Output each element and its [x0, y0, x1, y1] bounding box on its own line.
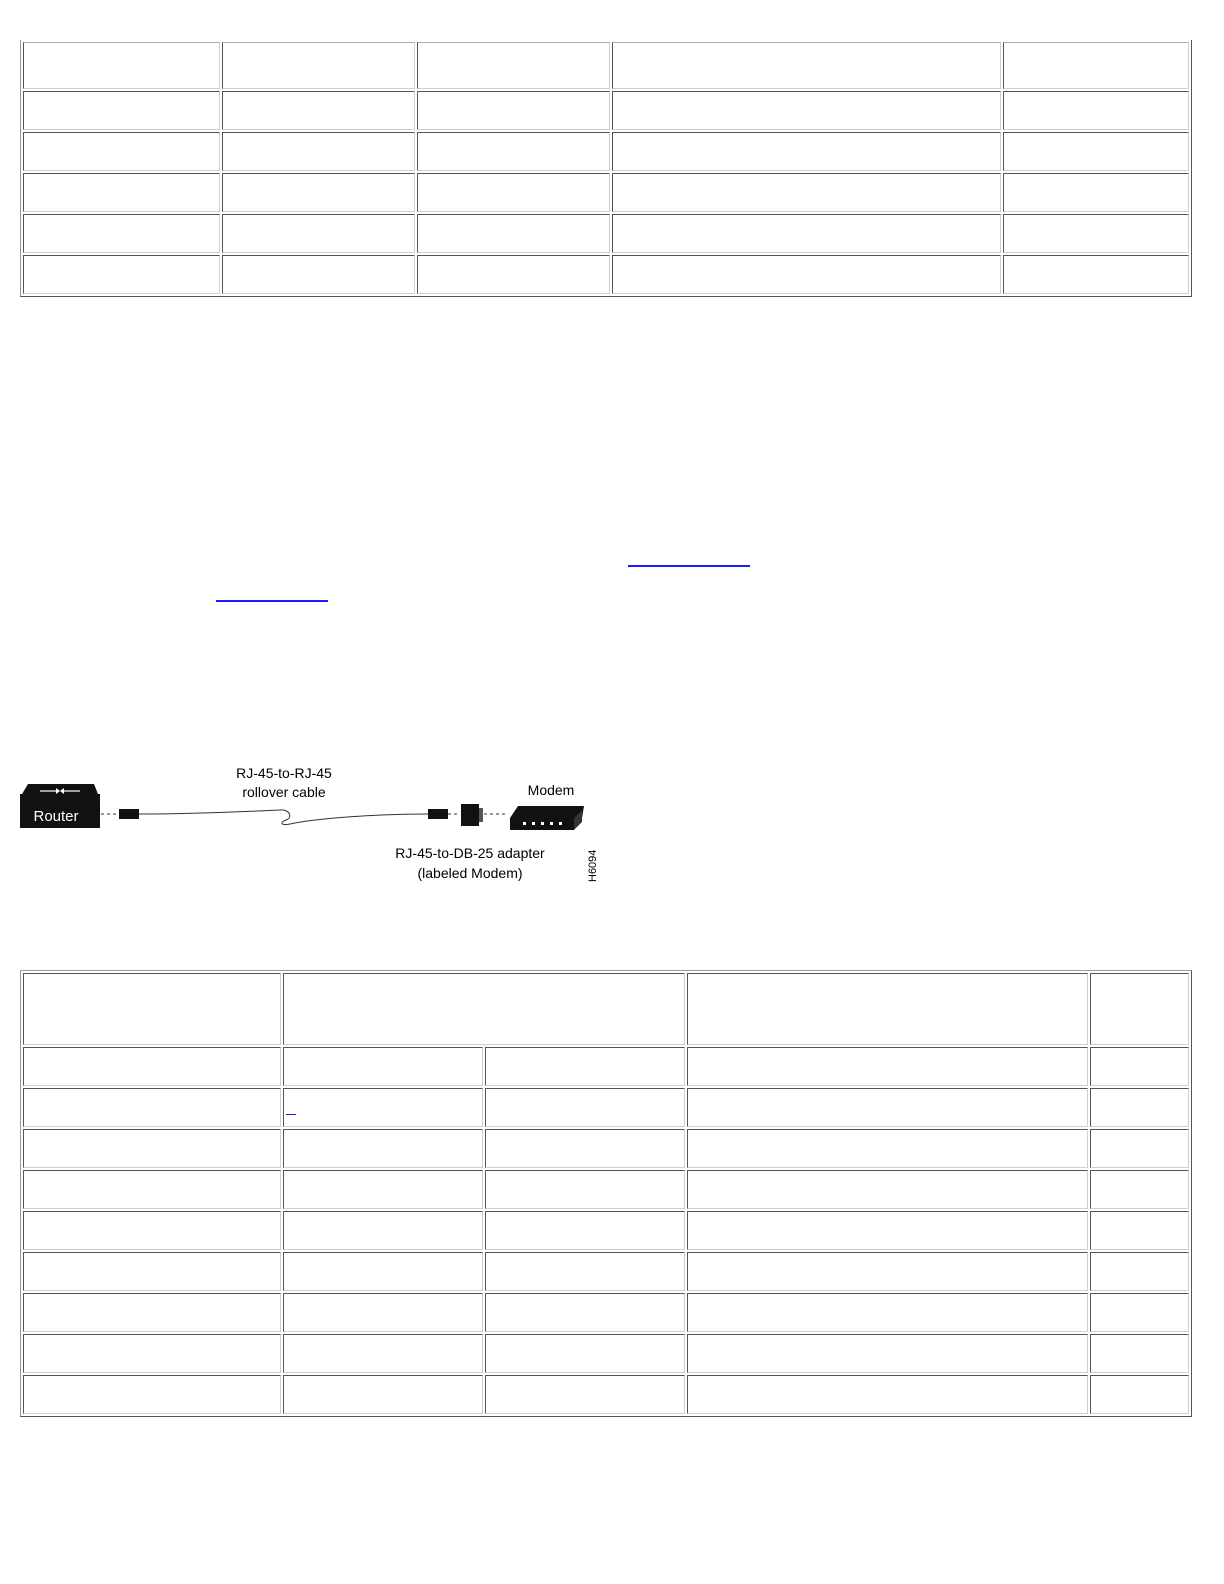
- table-header-cell: [687, 973, 1088, 1045]
- table-row: [23, 1211, 1189, 1250]
- table-cell: [612, 91, 1001, 130]
- table-cell: [485, 1252, 685, 1291]
- table-cell: [1090, 1211, 1189, 1250]
- table-cell: [687, 1252, 1088, 1291]
- table-cell: [23, 1252, 281, 1291]
- table-row: [23, 214, 1189, 253]
- table-row: [23, 173, 1189, 212]
- table-cell: [222, 173, 415, 212]
- table-cell: [222, 255, 415, 294]
- table-cell: [485, 1129, 685, 1168]
- table-cell: [485, 1047, 685, 1086]
- table-cell: [612, 255, 1001, 294]
- table-cell: [1090, 1170, 1189, 1209]
- figure-link[interactable]: [628, 565, 750, 567]
- table-cell: [23, 1170, 281, 1209]
- table-header-cell: [283, 973, 684, 1045]
- table-cell: [417, 255, 610, 294]
- table-row: [23, 1334, 1189, 1373]
- bottom-table: [20, 970, 1192, 1417]
- table-cell: [222, 132, 415, 171]
- table-cell: [417, 173, 610, 212]
- table-cell: [612, 173, 1001, 212]
- table-cell: [283, 1088, 483, 1127]
- table-cell: [1003, 132, 1189, 171]
- table-cell: [485, 1211, 685, 1250]
- table-header-cell: [23, 973, 281, 1045]
- table-cell: [1090, 1047, 1189, 1086]
- table-cell: [687, 1129, 1088, 1168]
- table-cell: [23, 91, 220, 130]
- table-cell: [283, 1293, 483, 1332]
- figure-id: H6094: [587, 849, 599, 882]
- table-cell: [485, 1170, 685, 1209]
- table-cell: [23, 1334, 281, 1373]
- db25-adapter-icon: [461, 804, 483, 826]
- table-row: [23, 1375, 1189, 1414]
- table-cell: [283, 1334, 483, 1373]
- table-cell: [687, 1375, 1088, 1414]
- table-header-row: [23, 973, 1189, 1045]
- table-cell: [687, 1047, 1088, 1086]
- table-cell: [1090, 1088, 1189, 1127]
- table-cell: [485, 1375, 685, 1414]
- table-row: [23, 255, 1189, 294]
- table-cell: [1090, 1375, 1189, 1414]
- adapter-label-line2: (labeled Modem): [417, 865, 523, 881]
- rollover-cable: [139, 810, 428, 825]
- table-cell: [283, 1211, 483, 1250]
- table-cell: [23, 214, 220, 253]
- table-cell: [1003, 214, 1189, 253]
- table-cell: [417, 42, 610, 89]
- table-cell: [1090, 1334, 1189, 1373]
- table-cell: [417, 214, 610, 253]
- table-cell: [687, 1088, 1088, 1127]
- table-cell: [222, 214, 415, 253]
- table-cell: [612, 132, 1001, 171]
- table-cell: [283, 1047, 483, 1086]
- table-cell: [417, 91, 610, 130]
- table-cell: [23, 1129, 281, 1168]
- table-cell: [23, 173, 220, 212]
- cable-label-line2: rollover cable: [242, 784, 326, 800]
- adapter-label-line1: RJ-45-to-DB-25 adapter: [395, 845, 545, 861]
- table-cell: [612, 42, 1001, 89]
- table-cell: [1090, 1293, 1189, 1332]
- table-row: [23, 1293, 1189, 1332]
- modem-label: Modem: [527, 782, 575, 798]
- table-cell: [222, 42, 415, 89]
- table-cell: [1003, 42, 1189, 89]
- table-cell: [1090, 1129, 1189, 1168]
- table-cell: [283, 1252, 483, 1291]
- table-cell: [222, 91, 415, 130]
- table-row: [23, 132, 1189, 171]
- table-cell: [23, 1375, 281, 1414]
- table-row: [23, 1129, 1189, 1168]
- table-cell: [687, 1170, 1088, 1209]
- table-row: [23, 42, 1189, 89]
- modem-icon: [510, 806, 584, 830]
- table-cell: [23, 132, 220, 171]
- footnote-link[interactable]: [286, 1104, 296, 1115]
- table-row: [23, 91, 1189, 130]
- rj45-plug-icon: [119, 809, 139, 819]
- table-row: [23, 1088, 1189, 1127]
- table-cell: [283, 1375, 483, 1414]
- table-row: [23, 1170, 1189, 1209]
- table-cell: [1090, 1252, 1189, 1291]
- table-cell: [1003, 91, 1189, 130]
- router-label: Router: [33, 808, 79, 825]
- table-header-cell: [1090, 973, 1189, 1045]
- table-cell: [687, 1334, 1088, 1373]
- rj45-plug-icon: [428, 809, 448, 819]
- table-cell: [23, 1293, 281, 1332]
- table-cell: [485, 1293, 685, 1332]
- connection-diagram: [18, 760, 608, 890]
- table-cell: [485, 1334, 685, 1373]
- cable-label-line1: RJ-45-to-RJ-45: [236, 765, 332, 781]
- table-cell: [23, 1047, 281, 1086]
- table-cell: [1003, 255, 1189, 294]
- table-link[interactable]: [216, 600, 328, 602]
- table-cell: [23, 42, 220, 89]
- table-cell: [1003, 173, 1189, 212]
- table-cell: [612, 214, 1001, 253]
- top-table: [20, 40, 1192, 297]
- table-cell: [485, 1088, 685, 1127]
- table-cell: [283, 1129, 483, 1168]
- table-cell: [283, 1170, 483, 1209]
- table-row: [23, 1252, 1189, 1291]
- table-cell: [417, 132, 610, 171]
- table-cell: [23, 1088, 281, 1127]
- table-row: [23, 1047, 1189, 1086]
- table-cell: [23, 255, 220, 294]
- table-cell: [687, 1211, 1088, 1250]
- table-cell: [23, 1211, 281, 1250]
- table-cell: [687, 1293, 1088, 1332]
